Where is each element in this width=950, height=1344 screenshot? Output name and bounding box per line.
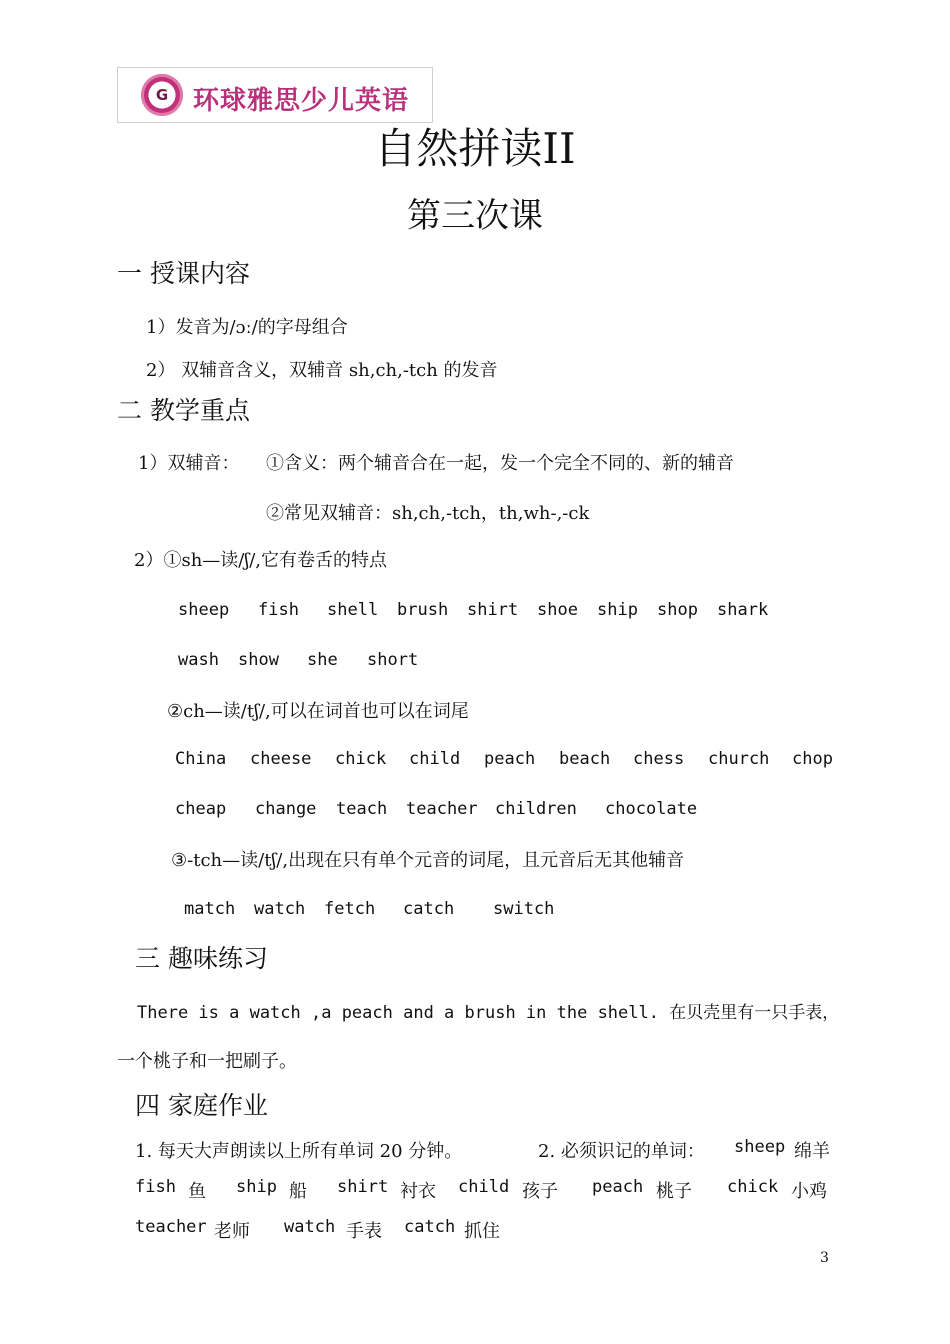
- vocab-zh-teacher: 老师: [214, 1221, 250, 1242]
- vocab-en-child: child: [458, 1177, 510, 1197]
- point2-sh: 2）①sh—读/ʃ/,它有卷舌的特点: [134, 550, 388, 571]
- section-heading-1: 一 授课内容: [117, 259, 250, 288]
- word-fetch: fetch: [324, 899, 376, 919]
- word-china: China: [175, 749, 227, 769]
- word-shoe: shoe: [537, 600, 578, 620]
- vocab-en-fish: fish: [135, 1177, 176, 1197]
- word-fish: fish: [258, 600, 299, 620]
- point1-label: 1）双辅音：: [138, 453, 240, 474]
- vocab-en-sheep: sheep: [734, 1137, 786, 1157]
- word-catch: catch: [403, 899, 455, 919]
- point1-common: ②常见双辅音：sh,ch,-tch，th,wh-,-ck: [266, 503, 590, 524]
- vocab-en-catch: catch: [404, 1217, 456, 1237]
- word-show: show: [238, 650, 279, 670]
- word-teacher: teacher: [406, 799, 478, 819]
- vocab-zh-peach: 桃子: [656, 1181, 692, 1202]
- word-shop: shop: [657, 600, 698, 620]
- word-chocolate: chocolate: [605, 799, 698, 819]
- practice-line-2: 一个桃子和一把刷子。: [117, 1051, 297, 1072]
- vocab-zh-ship: 船: [289, 1181, 307, 1202]
- logo-text: 环球雅思少儿英语: [193, 86, 410, 116]
- point1-definition: ①含义：两个辅音合在一起，发一个完全不同的、新的辅音: [266, 453, 734, 474]
- content-item-1: 1）发音为/ɔː/的字母组合: [146, 317, 348, 338]
- homework-item-2: 2. 必须识记的单词：: [538, 1141, 705, 1162]
- vocab-en-watch: watch: [284, 1217, 336, 1237]
- vocab-zh-sheep: 绵羊: [794, 1141, 830, 1162]
- page-number: 3: [820, 1250, 829, 1266]
- point2-ch: ②ch—读/tʃ/,可以在词首也可以在词尾: [167, 701, 469, 722]
- word-short: short: [367, 650, 419, 670]
- page-title: 自然拼读II: [374, 124, 576, 173]
- word-she: she: [307, 650, 338, 670]
- word-match: match: [184, 899, 236, 919]
- homework-item-1: 1. 每天大声朗读以上所有单词 20 分钟。: [135, 1141, 463, 1162]
- word-switch: switch: [493, 899, 555, 919]
- vocab-en-ship: ship: [236, 1177, 277, 1197]
- word-peach: peach: [484, 749, 536, 769]
- vocab-zh-chick: 小鸡: [791, 1181, 827, 1202]
- word-shirt: shirt: [467, 600, 519, 620]
- word-shell: shell: [327, 600, 379, 620]
- word-change: change: [255, 799, 317, 819]
- vocab-zh-catch: 抓住: [464, 1221, 500, 1242]
- vocab-en-chick: chick: [727, 1177, 779, 1197]
- vocab-zh-shirt: 衬衣: [400, 1181, 436, 1202]
- content-item-2: 2） 双辅音含义，双辅音 sh,ch,-tch 的发音: [146, 360, 498, 381]
- word-children: children: [495, 799, 577, 819]
- word-shark: shark: [717, 600, 769, 620]
- vocab-en-shirt: shirt: [337, 1177, 389, 1197]
- word-beach: beach: [559, 749, 611, 769]
- practice-line-1: There is a watch ,a peach and a brush in the shell. 在贝壳里有一只手表，: [137, 1003, 840, 1023]
- vocab-en-peach: peach: [592, 1177, 644, 1197]
- word-chop: chop: [792, 749, 833, 769]
- word-chick: chick: [335, 749, 387, 769]
- section-heading-4: 四 家庭作业: [135, 1091, 268, 1120]
- word-sheep: sheep: [178, 600, 230, 620]
- word-brush: brush: [397, 600, 449, 620]
- word-cheese: cheese: [250, 749, 312, 769]
- vocab-zh-watch: 手表: [346, 1221, 382, 1242]
- word-church: church: [708, 749, 770, 769]
- word-cheap: cheap: [175, 799, 227, 819]
- word-ship: ship: [597, 600, 638, 620]
- point2-tch: ③-tch—读/tʃ/,出现在只有单个元音的词尾，且元音后无其他辅音: [171, 850, 685, 871]
- word-wash: wash: [178, 650, 219, 670]
- word-chess: chess: [633, 749, 685, 769]
- vocab-zh-fish: 鱼: [188, 1181, 206, 1202]
- word-teach: teach: [336, 799, 388, 819]
- vocab-zh-child: 孩子: [522, 1181, 558, 1202]
- section-heading-3: 三 趣味练习: [135, 944, 268, 973]
- section-heading-2: 二 教学重点: [117, 396, 250, 425]
- logo-seal-icon: [141, 74, 183, 116]
- logo-seal-letter: G: [155, 86, 169, 104]
- word-child: child: [409, 749, 461, 769]
- word-watch: watch: [254, 899, 306, 919]
- page-subtitle: 第三次课: [407, 196, 543, 236]
- vocab-en-teacher: teacher: [135, 1217, 207, 1237]
